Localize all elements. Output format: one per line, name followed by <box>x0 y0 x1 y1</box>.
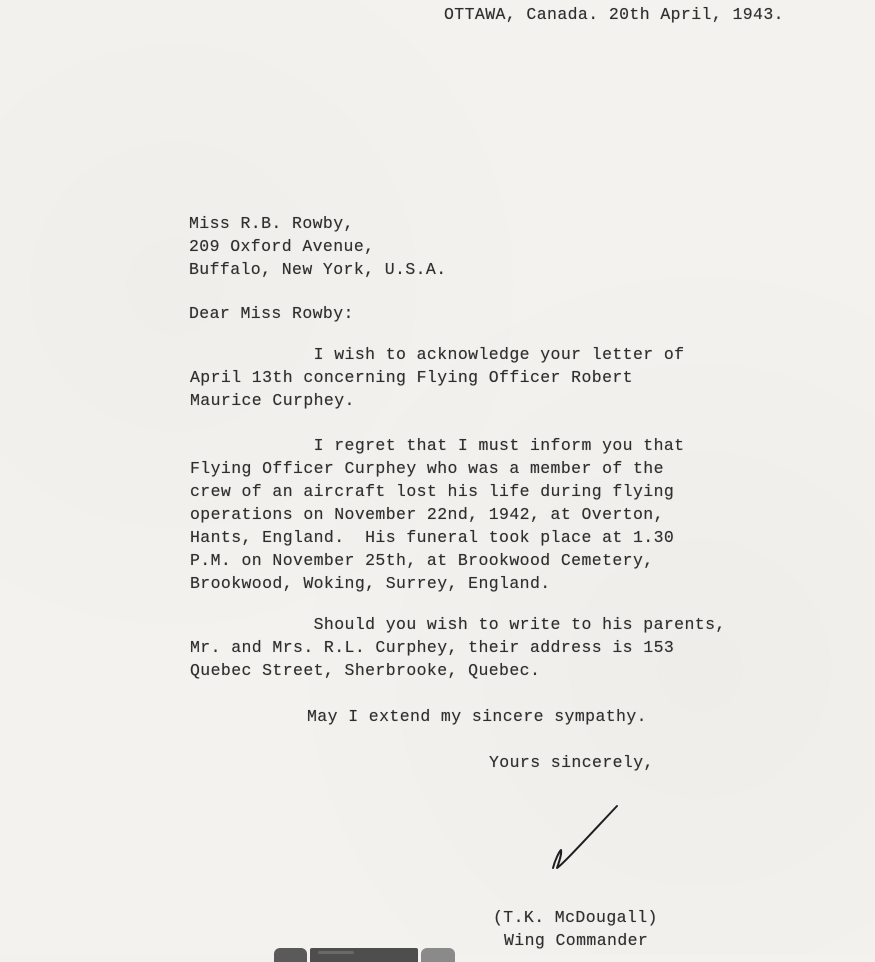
letter-salutation: Dear Miss Rowby: <box>189 304 354 323</box>
paragraph-line: Maurice Curphey. <box>190 391 355 410</box>
viewer-zoom-slider[interactable] <box>310 948 418 962</box>
paragraph-line: operations on November 22nd, 1942, at Overton, <box>190 505 664 524</box>
paragraph-line: Quebec Street, Sherbrooke, Quebec. <box>190 661 541 680</box>
letter-closing: Yours sincerely, <box>489 753 654 772</box>
paragraph-notification <box>190 434 684 595</box>
letter-dateline: OTTAWA, Canada. 20th April, 1943. <box>444 5 784 24</box>
paragraph-line: Mr. and Mrs. R.L. Curphey, their address is 153 <box>190 638 675 657</box>
signatory-title: Wing Commander <box>504 931 649 950</box>
viewer-toolbar <box>274 948 455 962</box>
paragraph-line: I regret that I must inform you that <box>190 436 685 455</box>
paragraph-line: P.M. on November 25th, at Brookwood Cemetery, <box>190 551 654 570</box>
recipient-address-block <box>189 212 447 281</box>
paragraph-parents-address <box>190 613 726 682</box>
paragraph-line: Flying Officer Curphey who was a member of the <box>190 459 664 478</box>
paragraph-line: Brookwood, Woking, Surrey, England. <box>190 574 551 593</box>
viewer-next-button[interactable] <box>421 948 455 962</box>
paragraph-acknowledgement <box>190 343 684 412</box>
paragraph-line: crew of an aircraft lost his life during flying <box>190 482 675 501</box>
paragraph-sympathy: May I extend my sincere sympathy. <box>307 707 647 726</box>
recipient-city: Buffalo, New York, U.S.A. <box>189 260 447 279</box>
recipient-name: Miss R.B. Rowby, <box>189 214 354 233</box>
signatory-name: (T.K. McDougall) <box>493 908 658 927</box>
paragraph-line: April 13th concerning Flying Officer Robert <box>190 368 633 387</box>
handwritten-signature-icon <box>545 802 625 874</box>
recipient-street: 209 Oxford Avenue, <box>189 237 375 256</box>
paragraph-line: Should you wish to write to his parents, <box>190 615 726 634</box>
paragraph-line: I wish to acknowledge your letter of <box>190 345 685 364</box>
paragraph-line: Hants, England. His funeral took place at 1.30 <box>190 528 675 547</box>
viewer-previous-button[interactable] <box>274 948 307 962</box>
